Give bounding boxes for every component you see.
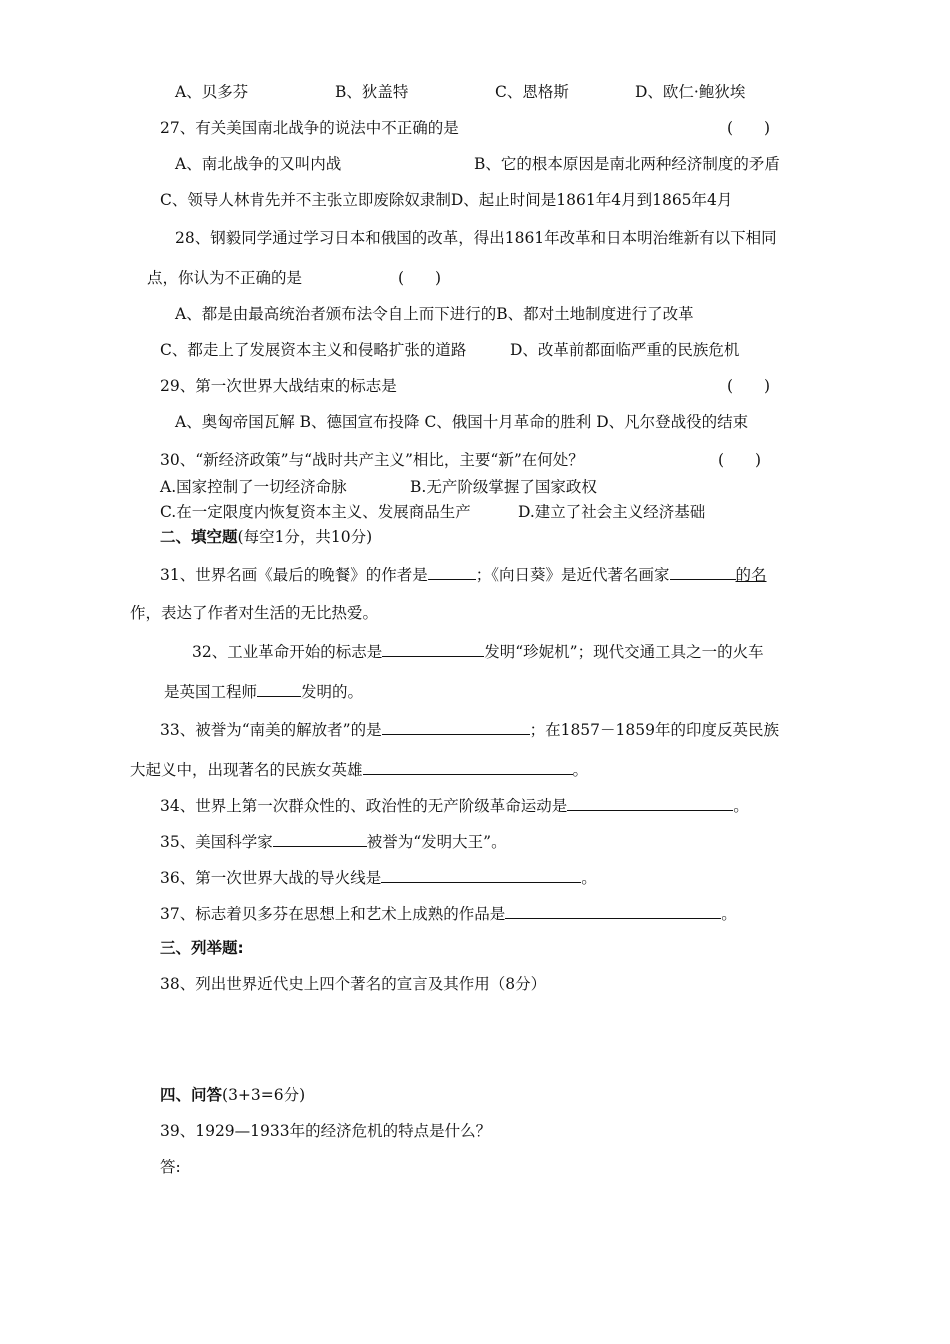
q31-blank-1[interactable]: [428, 563, 476, 580]
q31-blank-2[interactable]: [670, 563, 736, 580]
q31-text-c: 的名: [735, 566, 767, 584]
section-4-note: (3+3=6分): [222, 1086, 306, 1104]
q37-line: [160, 902, 737, 924]
q35-text-b: 被誉为“发明大王”。: [366, 833, 507, 851]
q28-stem-line1: 28、钢毅同学通过学习日本和俄国的改革，得出1861年改革和日本明治维新有以下相同: [175, 229, 777, 247]
section-2-heading: [160, 527, 372, 547]
q34-line: [160, 794, 749, 816]
q33-line2: [130, 758, 588, 780]
q37-text-b: 。: [721, 905, 737, 923]
q28-option-d: D、改革前都面临严重的民族危机: [510, 341, 740, 359]
q32-text-b: 发明“珍妮机”；现代交通工具之一的火车: [484, 643, 764, 661]
q28-answer-paren: ( ): [398, 269, 442, 287]
q39-stem: 39、1929—1933年的经济危机的特点是什么？: [160, 1122, 492, 1140]
q33-blank-2[interactable]: [363, 758, 573, 775]
q33-text-a: 33、被誉为“南美的解放者”的是: [160, 721, 382, 739]
q31-text-b: ；《向日葵》是近代著名画家: [475, 566, 670, 584]
section-4-heading: [160, 1085, 305, 1105]
q28-stem-line2: 点，你认为不正确的是: [147, 269, 303, 287]
q38-stem: 38、列出世界近代史上四个著名的宣言及其作用（8分）: [160, 975, 547, 993]
q34-blank[interactable]: [567, 794, 733, 811]
q35-line: [160, 830, 507, 852]
q32-text-d: 发明的。: [301, 683, 364, 701]
q37-blank[interactable]: [505, 902, 721, 919]
q35-blank[interactable]: [273, 830, 367, 847]
q26-option-b: B、狄盖特: [335, 83, 409, 101]
q34-text-b: 。: [733, 797, 749, 815]
q30-stem: 30、“新经济政策”与“战时共产主义”相比，主要“新”在何处？: [160, 451, 584, 469]
q27-stem: 27、有关美国南北战争的说法中不正确的是: [160, 119, 459, 137]
q33-text-c: 大起义中，出现著名的民族女英雄: [130, 761, 363, 779]
q39-answer-label: 答:: [160, 1158, 181, 1176]
q27-option-cd: C、领导人林肯先并不主张立即废除奴隶制D、起止时间是1861年4月到1865年4月: [160, 191, 733, 209]
q30-option-b: B.无产阶级掌握了国家政权: [410, 478, 597, 496]
section-2-note: (每空1分，共10分): [237, 528, 373, 546]
q31-line1: [160, 563, 767, 585]
q35-text-a: 35、美国科学家: [160, 833, 273, 851]
q36-line: [160, 866, 597, 888]
q31-line2: 作，表达了作者对生活的无比热爱。: [130, 604, 379, 622]
q30-option-a: A.国家控制了一切经济命脉: [160, 478, 347, 496]
q28-option-c: C、都走上了发展资本主义和侵略扩张的道路: [160, 341, 467, 359]
q32-text-a: 32、工业革命开始的标志是: [192, 643, 383, 661]
q29-options: A、奥匈帝国瓦解 B、德国宣布投降 C、俄国十月革命的胜利 D、凡尔登战役的结束: [175, 413, 749, 431]
q27-option-b: B、它的根本原因是南北两种经济制度的矛盾: [474, 155, 780, 173]
q29-answer-paren: ( ): [727, 377, 771, 395]
q30-option-c: C.在一定限度内恢复资本主义、发展商品生产: [160, 503, 471, 521]
q28-option-ab: A、都是由最高统治者颁布法令自上而下进行的B、都对土地制度进行了改革: [175, 305, 694, 323]
q34-text-a: 34、世界上第一次群众性的、政治性的无产阶级革命运动是: [160, 797, 568, 815]
q36-text-b: 。: [581, 869, 597, 887]
q29-stem: 29、第一次世界大战结束的标志是: [160, 377, 397, 395]
q27-option-a: A、南北战争的又叫内战: [175, 155, 342, 173]
q33-blank-1[interactable]: [382, 718, 530, 735]
q26-option-a: A、贝多芬: [175, 83, 249, 101]
q26-option-d: D、欧仁·鲍狄埃: [635, 83, 746, 101]
q33-text-b: ；在1857－1859年的印度反英民族: [529, 721, 779, 739]
q30-answer-paren: ( ): [718, 451, 762, 469]
q32-line2: [164, 680, 363, 702]
section-4-title: 四、问答: [160, 1086, 223, 1104]
q31-text-a: 31、世界名画《最后的晚餐》的作者是: [160, 566, 428, 584]
section-3-title: 三、列举题:: [160, 939, 244, 957]
q32-blank-2[interactable]: [257, 680, 301, 697]
q36-blank[interactable]: [381, 866, 581, 883]
q32-line1: [192, 640, 764, 662]
q30-option-d: D.建立了社会主义经济基础: [518, 503, 706, 521]
q33-line1: [160, 718, 779, 740]
q33-text-d: 。: [572, 761, 589, 779]
q27-answer-paren: ( ): [727, 119, 771, 137]
q26-option-c: C、恩格斯: [495, 83, 569, 101]
q37-text-a: 37、标志着贝多芬在思想上和艺术上成熟的作品是: [160, 905, 506, 923]
q36-text-a: 36、第一次世界大战的导火线是: [160, 869, 382, 887]
q32-text-c: 是英国工程师: [164, 683, 258, 701]
q32-blank-1[interactable]: [382, 640, 484, 657]
section-2-title: 二、填空题: [160, 528, 238, 546]
